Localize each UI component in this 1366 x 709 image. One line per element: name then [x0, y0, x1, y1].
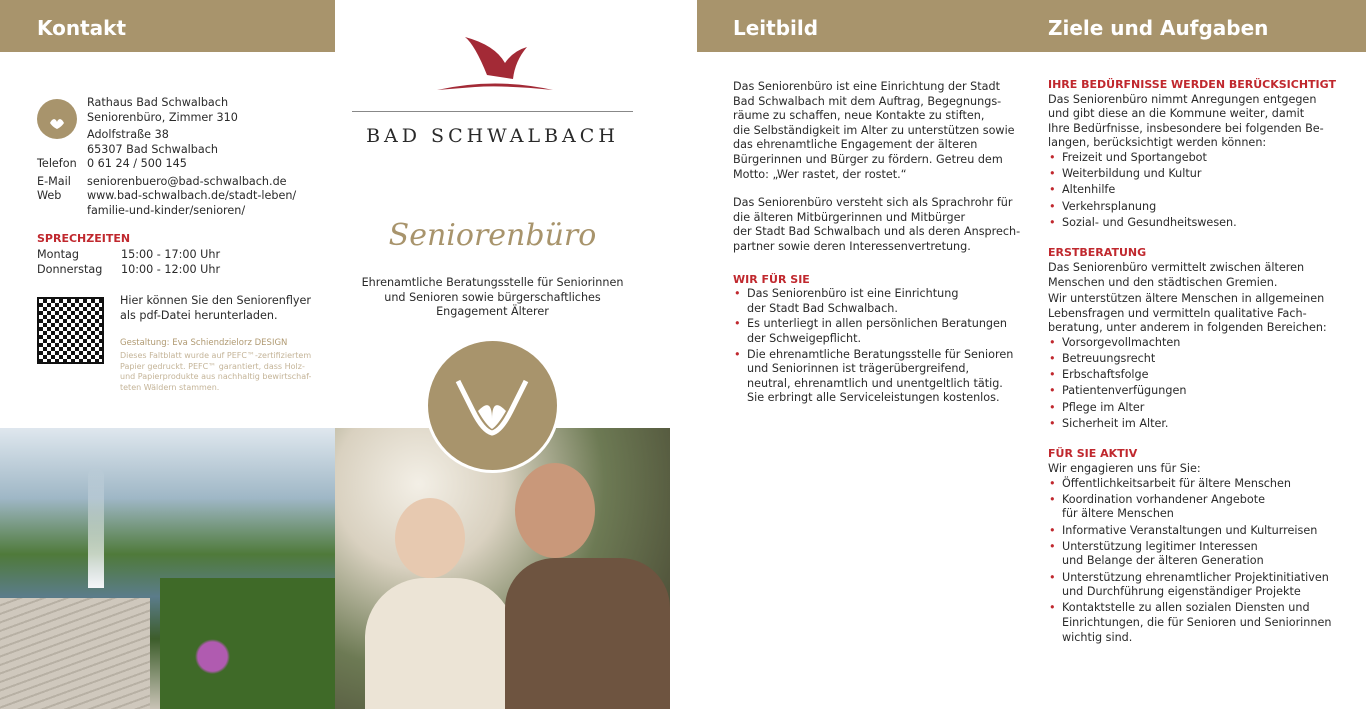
leitbild-p2 — [733, 196, 1023, 254]
beduerfnisse-list — [1048, 151, 1348, 230]
address-line: Adolfstraße 38 — [87, 128, 169, 142]
list-item-line: und Durchführung eigenständiger Projekte — [1062, 585, 1301, 599]
email-label: E-Mail — [37, 174, 71, 188]
hours-title: SPRECHZEITEN — [37, 232, 131, 245]
list-item — [1048, 368, 1348, 383]
qr-text-line: als pdf-Datei herunterladen. — [120, 308, 278, 322]
list-item-line: • Öffentlichkeitsarbeit für ältere Menschen — [1062, 476, 1291, 490]
list-item-line: • Altenhilfe — [1062, 183, 1116, 197]
list-item — [733, 348, 1023, 406]
hours-day: Montag — [37, 248, 79, 261]
list-item — [1048, 352, 1348, 367]
text-line: Das Seniorenbüro vermittelt zwischen älteren — [1048, 260, 1305, 274]
kontakt-header — [0, 0, 335, 52]
list-item-line: • Informative Veranstaltungen und Kulturreisen — [1062, 523, 1318, 537]
swallow-logo-icon — [435, 35, 555, 100]
address-line: Seniorenbüro, Zimmer 310 — [87, 110, 238, 124]
list-item — [1048, 216, 1348, 231]
list-item-line: • Pflege im Alter — [1062, 400, 1145, 414]
list-item-line: • Weiterbildung und Kultur — [1062, 167, 1202, 181]
list-item-line: • Unterstützung ehrenamtlicher Projektinitiativen — [1062, 570, 1329, 584]
list-item-line: • Das Seniorenbüro ist eine Einrichtung — [747, 287, 959, 301]
list-item-line: • Sicherheit im Alter. — [1062, 416, 1169, 430]
paper-note: Dieses Faltblatt wurde auf PEFC™-zertifiziertem — [120, 351, 312, 360]
list-item-line: und Seniorinnen ist trägerübergreifend, — [747, 362, 970, 376]
list-item-line: wichtig sind. — [1062, 630, 1133, 644]
text-line: Ihre Bedürfnisse, insbesondere bei folgenden Be- — [1048, 121, 1324, 135]
logo-divider — [352, 111, 633, 112]
list-item — [1048, 601, 1348, 645]
credits — [120, 338, 311, 393]
hands-heart-icon — [37, 99, 77, 139]
paper-note: und Papierprodukte aus nachhaltig bewirtschaf- — [120, 372, 312, 381]
erstberatung-title: ERSTBERATUNG — [1048, 246, 1147, 260]
erstberatung-text — [1048, 261, 1348, 336]
text-line: Bürgerinnen und Bürger zu fördern. Getreu dem — [733, 152, 1003, 166]
qr-text — [120, 294, 311, 323]
phone-label: Telefon — [37, 157, 77, 170]
list-item-line: und Belange der älteren Generation — [1062, 554, 1264, 568]
qr-code[interactable] — [37, 297, 104, 364]
wir-fuer-sie-list — [733, 287, 1023, 406]
paper-note: teten Wäldern stammen. — [120, 382, 220, 392]
list-item-line: • Sozial- und Gesundheitswesen. — [1062, 215, 1237, 229]
list-item-line: • Freizeit und Sportangebot — [1062, 150, 1207, 164]
text-line: Lebensfragen und vermitteln qualitative Fach- — [1048, 306, 1307, 320]
text-line: der Stadt Bad Schwalbach und als deren Ansprech- — [733, 225, 1021, 239]
text-line: die Selbständigkeit im Alter zu unterstützen sowie — [733, 123, 1015, 137]
list-item — [1048, 336, 1348, 351]
city-name: BAD SCHWALBACH — [366, 125, 619, 147]
beduerfnisse-text — [1048, 93, 1348, 151]
text-line: das ehrenamtliche Engagement der älteren — [733, 138, 978, 152]
text-line: partner sowie deren Interessenvertretung. — [733, 239, 971, 253]
list-item — [733, 287, 1023, 316]
web-line: www.bad-schwalbach.de/stadt-leben/ — [87, 189, 297, 203]
list-item-line: Einrichtungen, die für Senioren und Seniorinnen — [1062, 615, 1332, 629]
fuer-sie-aktiv-list — [1048, 477, 1348, 646]
list-item-line: für ältere Menschen — [1062, 507, 1174, 521]
text-line: Das Seniorenbüro ist eine Einrichtung der Stadt — [733, 80, 1000, 93]
list-item-line: • Betreuungsrecht — [1062, 352, 1156, 366]
list-item — [1048, 401, 1348, 416]
list-item-line: • Erbschaftsfolge — [1062, 368, 1149, 382]
web-label: Web — [37, 189, 62, 203]
list-item — [1048, 151, 1348, 166]
web-link[interactable] — [87, 189, 296, 218]
web-line: familie-und-kinder/senioren/ — [87, 203, 246, 217]
list-item-line: • Die ehrenamtliche Beratungsstelle für Senioren — [747, 347, 1014, 361]
kontakt-title: Kontakt — [37, 16, 127, 40]
phone-value[interactable]: 0 61 24 / 500 145 — [87, 157, 187, 170]
hands-heart-logo-icon — [425, 338, 560, 473]
contact-details — [37, 157, 296, 218]
beduerfnisse-title: IHRE BEDÜRFNISSE WERDEN BERÜCKSICHTIGT — [1048, 78, 1336, 91]
text-line: Motto: „Wer rastet, der rostet.“ — [733, 167, 907, 181]
list-item-line: • Verkehrsplanung — [1062, 199, 1157, 213]
list-item — [1048, 200, 1348, 215]
list-item-line: der Stadt Bad Schwalbach. — [747, 301, 898, 315]
qr-text-line: Hier können Sie den Seniorenflyer — [120, 294, 311, 307]
list-item — [1048, 571, 1348, 600]
ziele-body — [1048, 78, 1348, 647]
subtitle-line: Ehrenamtliche Beratungsstelle für Seniorinnen — [361, 276, 624, 289]
text-line: Das Seniorenbüro versteht sich als Sprachrohr für — [733, 196, 1013, 210]
fuer-sie-aktiv-title: FÜR SIE AKTIV — [1048, 447, 1138, 461]
list-item-line: • Es unterliegt in allen persönlichen Beratungen — [747, 317, 1007, 331]
paper-note: Papier gedruckt. PEFC™ garantiert, dass Holz- — [120, 361, 305, 371]
list-item-line: neutral, ehrenamtlich und unentgeltlich tätig. — [747, 376, 1003, 390]
list-item-line: • Koordination vorhandener Angebote — [1062, 492, 1265, 506]
email-link[interactable]: seniorenbuero@bad-schwalbach.de — [87, 174, 287, 188]
list-item — [1048, 540, 1348, 569]
text-line: Wir unterstützen ältere Menschen in allgemeinen — [1048, 292, 1325, 306]
wir-fuer-sie-title: WIR FÜR SIE — [733, 272, 810, 286]
leitbild-body — [733, 80, 1023, 407]
script-title: Seniorenbüro — [388, 218, 597, 253]
text-line: langen, berücksichtigt werden können: — [1048, 136, 1267, 150]
text-line: und gibt diese an die Kommune weiter, damit — [1048, 107, 1305, 121]
list-item-line: der Schweigepflicht. — [747, 331, 862, 345]
text-line: beratung, unter anderem in folgenden Bereichen: — [1048, 321, 1327, 335]
ziele-title: Ziele und Aufgaben — [1048, 16, 1269, 40]
list-item — [1048, 183, 1348, 198]
text-line: Menschen und den städtischen Gremien. — [1048, 275, 1278, 289]
list-item — [1048, 477, 1348, 492]
list-item — [1048, 417, 1348, 432]
list-item — [1048, 493, 1348, 522]
text-line: die älteren Mitbürgerinnen und Mitbürger — [733, 210, 966, 224]
leitbild-title: Leitbild — [733, 16, 819, 40]
list-item — [733, 317, 1023, 346]
list-item-line: • Vorsorgevollmachten — [1062, 335, 1181, 349]
text-line: Das Seniorenbüro nimmt Anregungen entgegen — [1048, 92, 1317, 106]
text-line: räume zu schaffen, neue Kontakte zu stiften, — [733, 109, 985, 123]
address-line: 65307 Bad Schwalbach — [87, 142, 218, 156]
leitbild-p1 — [733, 80, 1023, 182]
list-item-line: • Patientenverfügungen — [1062, 384, 1187, 398]
credit-line: Gestaltung: Eva Schiendzielorz DESIGN — [120, 338, 288, 348]
hours-time: 10:00 - 12:00 Uhr — [121, 262, 221, 276]
hours-time: 15:00 - 17:00 Uhr — [121, 248, 221, 261]
subtitle-line: Engagement Älterer — [436, 305, 549, 319]
inside-header — [697, 0, 1366, 52]
list-item-line: • Kontaktstelle zu allen sozialen Diensten und — [1062, 601, 1310, 615]
list-item-line: Sie erbringt alle Serviceleistungen kostenlos. — [747, 391, 1000, 405]
address-line: Rathaus Bad Schwalbach — [87, 96, 229, 109]
list-item — [1048, 384, 1348, 399]
list-item — [1048, 524, 1348, 539]
hours-day: Donnerstag — [37, 262, 103, 276]
text-line: Bad Schwalbach mit dem Auftrag, Begegnungs- — [733, 94, 1002, 108]
park-fountain-photo — [0, 428, 335, 709]
erstberatung-list — [1048, 336, 1348, 432]
list-item-line: • Unterstützung legitimer Interessen — [1062, 539, 1258, 553]
subtitle-line: und Senioren sowie bürgerschaftliches — [384, 290, 601, 304]
address-block — [87, 96, 238, 157]
list-item — [1048, 167, 1348, 182]
cover-subtitle — [335, 276, 650, 320]
hours-table — [37, 248, 220, 277]
fuer-sie-aktiv-text: Wir engagieren uns für Sie: — [1048, 462, 1201, 475]
